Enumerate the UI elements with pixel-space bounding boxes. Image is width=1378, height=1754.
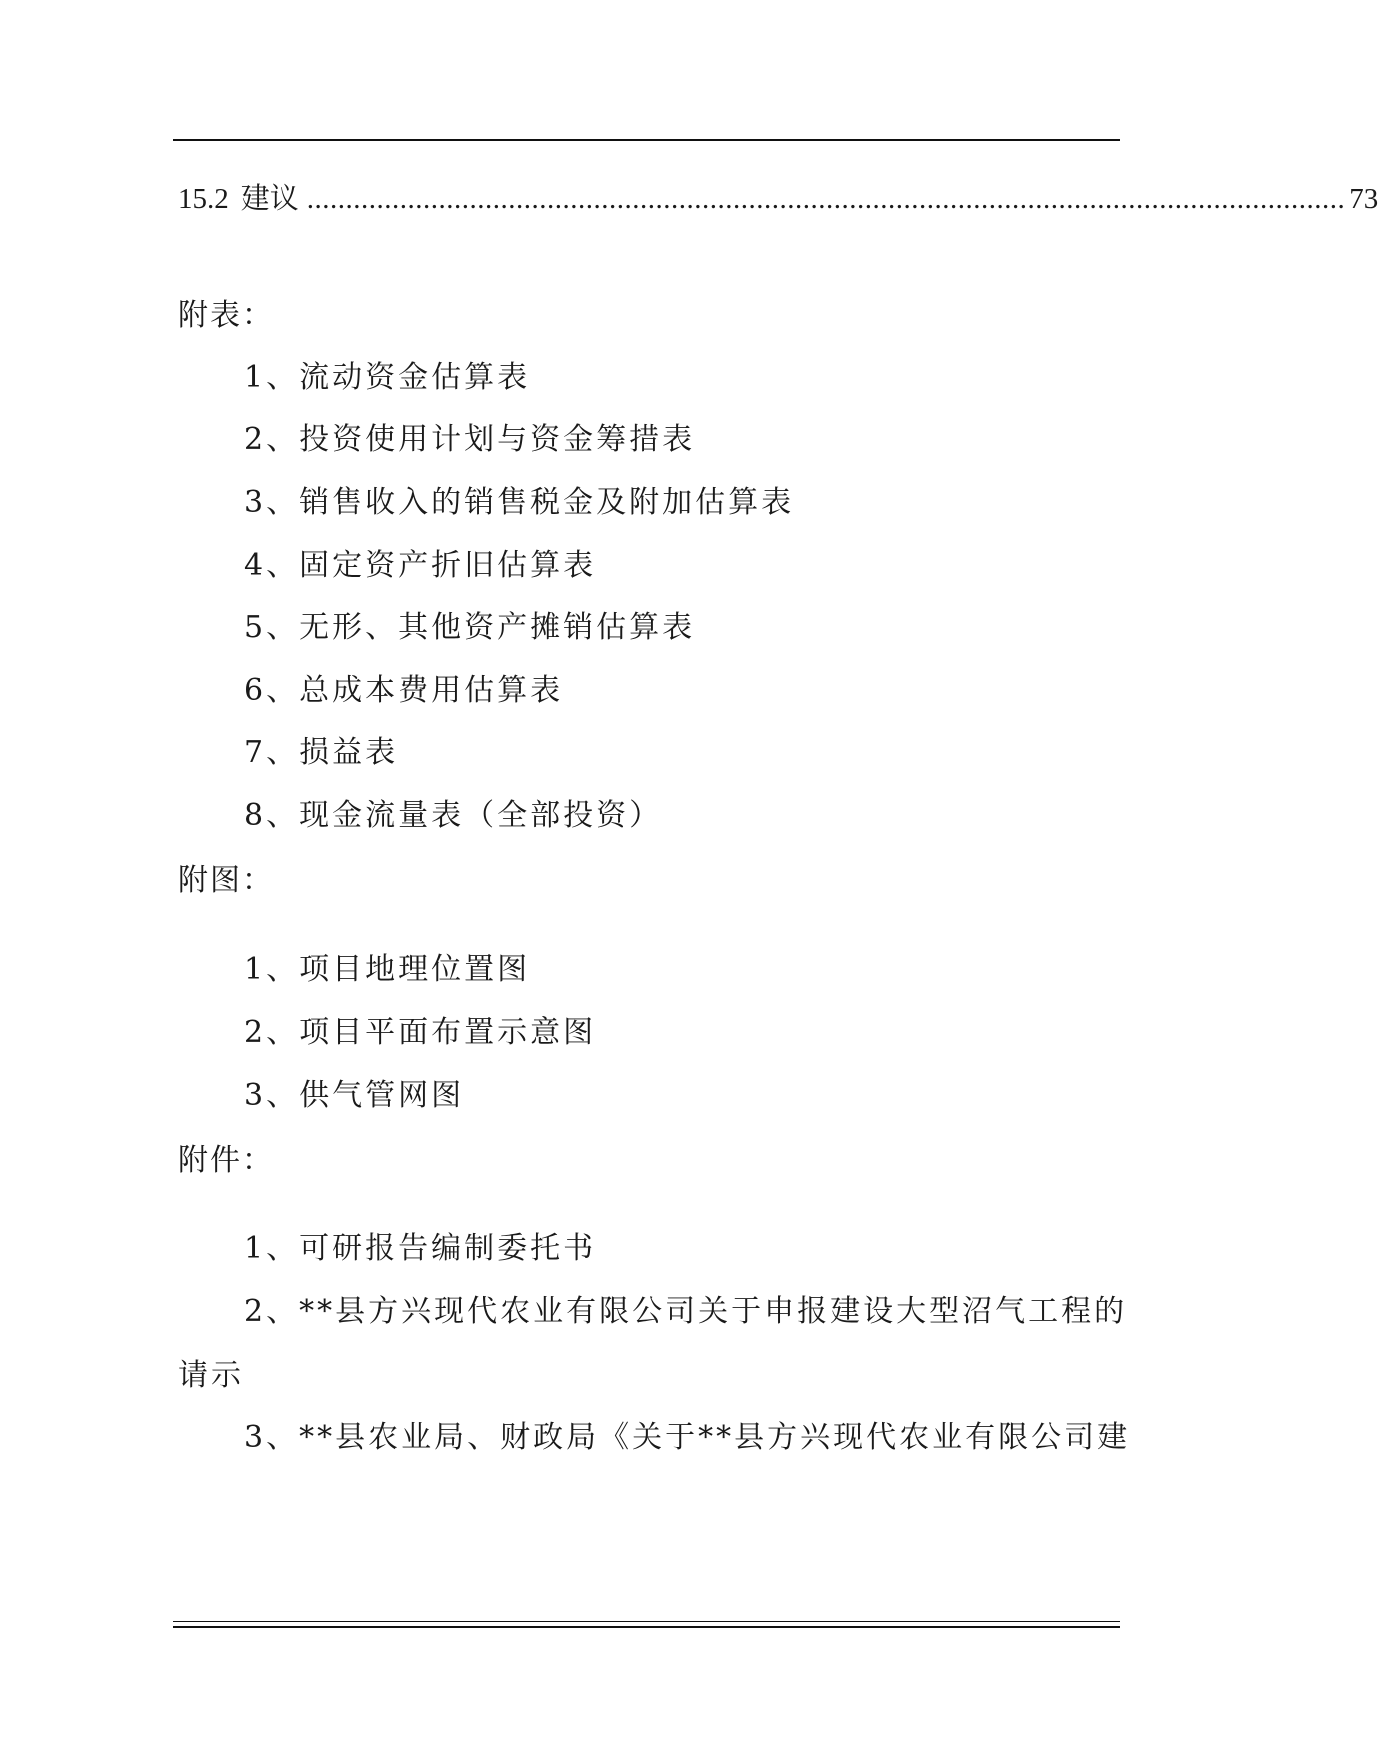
list-item: 3、销售收入的销售税金及附加估算表 [244,485,795,520]
list-item: 4、固定资产折旧估算表 [244,548,597,583]
footer-rule [173,1621,1120,1628]
list-item: 2、项目平面布置示意图 [244,1015,597,1050]
toc-entry-number: 15.2 [178,183,229,215]
header-rule [173,139,1120,141]
list-item: 3、**县农业局、财政局《关于**县方兴现代农业有限公司建 [244,1420,1131,1455]
list-item: 1、项目地理位置图 [244,952,531,987]
list-item-continuation: 请示 [178,1358,244,1393]
list-item: 7、损益表 [244,735,399,770]
list-item: 1、流动资金估算表 [244,360,531,395]
toc-entry-title: 建议 [240,183,299,215]
toc-entry[interactable] [178,176,1378,220]
list-item: 5、无形、其他资产摊销估算表 [244,610,696,645]
appendix-tables-heading: 附表： [178,298,274,333]
list-item: 6、总成本费用估算表 [244,673,564,708]
list-item: 2、**县方兴现代农业有限公司关于申报建设大型沼气工程的 [244,1294,1128,1329]
list-item: 1、可研报告编制委托书 [244,1231,597,1266]
list-item: 3、供气管网图 [244,1078,465,1113]
list-item: 2、投资使用计划与资金筹措表 [244,422,696,457]
toc-leader-dots: ...................................................................................................................................... [306,183,1346,215]
list-item: 8、现金流量表（全部投资） [244,798,663,833]
attachments-heading: 附件： [178,1143,274,1178]
toc-entry-page: 73 [1349,183,1378,215]
appendix-figures-heading: 附图： [178,863,274,898]
